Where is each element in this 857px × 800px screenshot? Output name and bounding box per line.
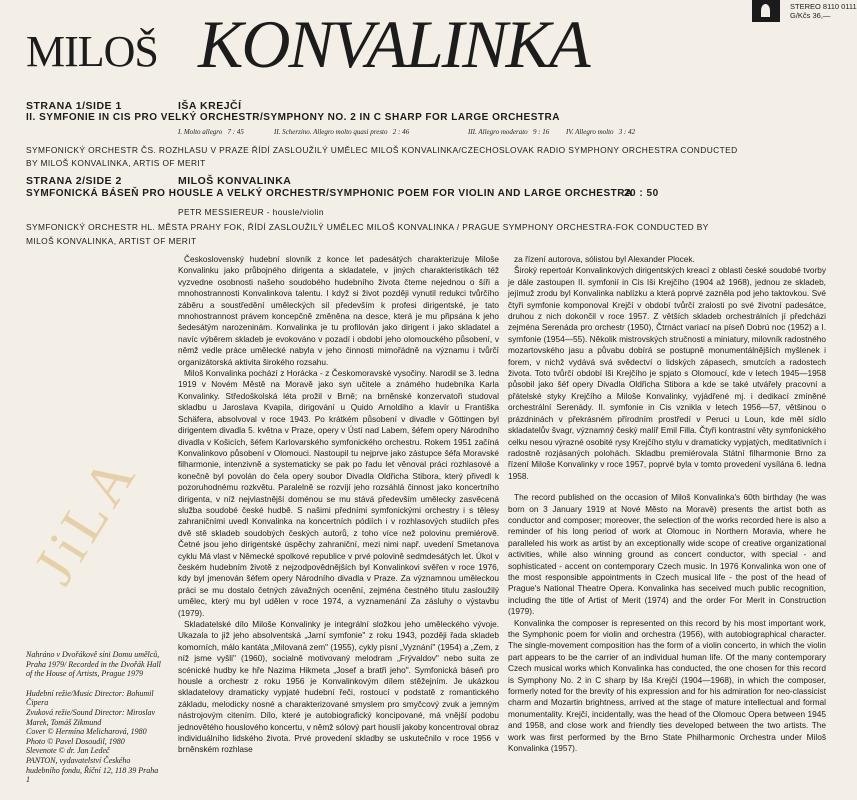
side2-work: SYMFONICKÁ BÁSEŇ PRO HOUSLE A VELKÝ ORCHESTR/SYMPHONIC POEM FOR VIOLIN AND LARGE ORCHESTRA <box>26 188 633 199</box>
price: G/Kčs 36,— <box>790 11 831 20</box>
side2-soloist: PETR MESSIEREUR - housle/violin <box>178 207 324 217</box>
notes-paragraph: Skladatelské dílo Miloše Konvalinky je integrální složkou jeho uměleckého vývoje. Ukazala to již jeho absolventská „Jarní symfonie" z roku 1943, později řada skladeb komorních, málo kantáta „Milovaná zem" (1955), cykly písní „Vyznání" (1954) a „Zem, z níž jsme vyšli" (1960), socialně motivovaný melodram „Frývaldov" nebo suita ze scénické hudby ke hře Nazima Hikmeta „Josef a bratři jeho". Symfonická báseň pro housle a orchestr z roku 1956 je Konvalinkovým dílem stěžejním. Je ukázkou skladatelovy dramaticky vypjaté hudební řeči, rostoucí v podstatě z romantického základu, melodicky nosné a charakterizované smyslem pro smyčcový zvuk a jemným nástrojovým citením. Dílo, které je autobiografický koncipované, má vnější podobu jednovětého houslového koncertu, v němž sólový part houslí jakoby koncentroval obraz individuálního lidského života. Prvé provedení skladby se uskutečnilo v roce 1956 v brněnském rozhlase <box>178 619 500 755</box>
notes-paragraph: Československý hudební slovník z konce let padesátých charakterizuje Miloše Konvalinku jako průbojného dirigenta a skladatele, v jiných charakteristikách též vyzvedne osobnosti našeho soudobého hudebního života čteme nejednou o šíři a mnohostrannosti Konvalinkova talentu. I když si život později vynutil redukci tvůrčího záběru a soustředění uměleckých sil především k profesi dirigentské, je tato mnohostrannost právem koncepčně změněna na desce, která je mu připsána k jeho šedesátým narozeninám. Konvalinka je tu profilován jako dirigent i jako skladatel a navíc výběrem skladeb je evokováno v pozadí i období jeho olomouckého působení, v němž vedle práce umělecké nabyla v jeho činnosti mimořádně na významu i tvůrčí organizátorská aktivita širokého rozsahu. <box>178 254 499 367</box>
catalog-number: STEREO 8110 0111 <box>790 2 857 11</box>
notes-column-right <box>508 254 826 800</box>
side1-performers: SYMFONICKÝ ORCHESTR ČS. ROZHLASU V PRAZE ŘÍDÍ ZASLOUŽILÝ UMĚLEC MILOŠ KONVALINKA/CZECHOSLOVAK RADIO SYMPHONY ORCHESTRA CONDUCTED <box>26 145 738 155</box>
side2-label: STRANA 2/SIDE 2 <box>26 175 122 187</box>
credits-block <box>26 650 162 785</box>
credit-cover: Cover © Hermína Melicharová, 1980 <box>26 727 147 737</box>
credit-recorded: Nahráno v Dvořákově síni Domu umělců, Praha 1979/ Recorded in the Dvořák Hall of the House of Artists, Prague 1979 <box>26 650 161 679</box>
label-logo-icon <box>752 0 780 22</box>
credit-director: Hudební režie/Music Director: Bohumil Čipera <box>26 688 154 708</box>
side1-performers-cont: BY MILOŠ KONVALINKA, ARTIS OF MERIT <box>26 158 206 168</box>
side1-label: STRANA 1/SIDE 1 <box>26 100 122 112</box>
credit-photo: Photo © Pavel Dosoudil, 1980 <box>26 736 125 746</box>
side2-performers: SYMFONICKÝ ORCHESTR HL. MĚSTA PRAHY FOK, ŘÍDÍ ZASLOUŽILÝ UMĚLEC MILOŠ KONVALINKA / PRAGUE SYMPHONY ORCHESTRA-FOK CONDUCTED BY <box>26 222 709 232</box>
title-first-name: MILOŠ <box>26 27 158 76</box>
side1-movement: III. Allegro moderato 9 : 16 <box>468 128 550 136</box>
notes-paragraph: Miloš Konvalinka pochází z Horácka - z Českomoravské vysočiny. Narodil se 3. ledna 1919 v Novém Městě na Moravě jako syn učitele a známého hudebníka Karla Konvalinky. Středoškolská léta prožil v Brně; na brněnské konzervatoři studoval skladbu u Jaroslava Kvapila, dirigování u Quido Arnoldiho a klavír u Františka Schäfera, absolvoval v roce 1943. Po krátkém působení v divadle v Göttingen byl dirigentem divadla 5. května v Praze, opery v Ústí nad Labem, šéfem opery Národního divadla v Košicích, šéfem Karlovarského symfonického orchestru. Rokem 1951 začíná Konvalinkovo působení v Olomouci. Nastoupil tu nejprve jako zástupce šéfa Moravské filharmonie, intenzivně a systematicky se pak po řadu let věnoval práci rozhlasové a konečně byl povolán do čela opery soubor Divadla Oldřicha Stibora, který přivedl k pozoruhodnému rozkvětu. Paralelně se rozvíjí jeho rozsáhlá činnost jako koncertního dirigenta, v níž nejvlastnější doménou se mu stává především umělecky zasvěcená služba soudobé české hudbě. S našimi předními symfonickými orchestry i s tělesy zahraničními uvedl Konvalinka na koncertních pódiích i v rozhlasových studiích přes dvě stě skladeb soudobých českých autorů, z toho více než polovinu premiérově. Četné jsou jeho dirigentské úspěchy zahraniční, mezi nimi např. uvedení Smetanova cyklu Má vlast v Německé spolkové republice v prvé polovině sedmdesátých let. Úkol v českém hudebním životě z nejzodpovědnějších byl Konvalinkovi svěřen v roce 1976, kdy byl jmenován šéfem opery Národního divadla v Praze. Za významnou uměleckou práci se mu dostalo četných závažných ocenění, zejména čestného titulu zasloužilý umělec, který mu byl udělen v roce 1974, a vyznamenání Za zásluhy o výstavbu (1979). <box>178 368 499 618</box>
notes-paragraph: za řízení autorova, sólistou byl Alexander Plocek. <box>514 254 695 264</box>
credit-publisher: PANTON, vydavatelství Českého hudebního fondu, Říční 12, 118 39 Praha 1 <box>26 755 159 785</box>
side1-composer: IŠA KREJČÍ <box>178 100 242 112</box>
side1-movement: I. Molto allegro 7 : 45 <box>178 128 244 136</box>
notes-paragraph-english: Konvalinka the composer is represented on this record by his most important work, the Symphonic poem for violin and orchestra (1956), with autobiographical character. The single-movement composition has the form of a violin concerto, in which the violin part appears to be the carrier of an individual human life. Of the many contemporary Czech musical works which Konvalinka has conducted, the one chosen for this record is Symphony No. 2 in C sharp by Iša Krejčí (1904—1968), in which the composer, formerly noted for the brevity of his expression and for his admiration for neo-classicist charm and Mozartin brightness, arrived at the stage of mature intellectual and formal monumentality. Krejčí, incidentally, was the head of the Olomouc Opera between 1945 and 1958, and close work and friendly ties developed between the two artists. The work was first performed by the Brno State Philharmonic Orchestra under Miloš Konvalinka (1957). <box>508 617 826 754</box>
watermark-stamp: JiLA <box>20 441 151 595</box>
credit-sound: Zvuková režie/Sound Director: Miroslav Marek, Tomáš Zikmund <box>26 707 156 727</box>
credit-notes: Slevenote © dr. Jan Ledeč <box>26 746 110 756</box>
side1-movement: II. Scherzino. Allegro molto quasi presto 2 : 46 <box>274 128 410 136</box>
side2-composer: MILOŠ KONVALINKA <box>178 175 292 187</box>
notes-paragraph-english: The record published on the occasion of Miloš Konvalinka's 60th birthday (he was born on 3 January 1919 at Nové Město na Moravě) presents the artist both as conductor and composer; moreover, the selection of the works recorded here is also a reminder of his long period of work at Olomouc in Northern Moravia, where he paralleled his work as artist by an exceptionally wide scope of creative organizational activities, while also winning ground as concert conductor, with special - and sophisticated - accent on contemporary Czech music. In 1976 Konvalinka won one of the most responsible appointments in Czech musical life - the post of the head of Prague's National Theatre Opera. Konvalinka has seceived much public recognition, including the title of Artist of Merit (1974) and the order For Merit in Construction (1979). <box>508 492 826 617</box>
side1-work: II. SYMFONIE IN CIS PRO VELKÝ ORCHESTR/SYMPHONY NO. 2 IN C SHARP FOR LARGE ORCHESTRA <box>26 112 560 123</box>
notes-column-czech <box>178 254 499 800</box>
title-last-name: KONVALINKA <box>198 6 589 82</box>
side1-movement: IV. Allegro molto 3 : 42 <box>566 128 636 136</box>
side2-performers-cont: MILOŠ KONVALINKA, ARTIST OF MERIT <box>26 236 197 246</box>
notes-paragraph: Široký repertoár Konvalinkových dirigentských kreací z oblasti české soudobé tvorby je dále zastoupen II. symfonií in Cis Iši Krejčího (1904 až 1968), jednou ze skladeb, jejímuž zrodu byl Konvalinka nablízku a která poprvé zazněla pod jeho taktovkou. Své čtyři symfonie komponoval Krejčí v období tvůrčí zralosti po své životní padesátce, druhou z nich dokončil v roce 1957. Z větších skladeb orchestrálních jí předcházi zejména Serenáda pro orchestr (1950), Čtrnáct variací na píseň Dobrú noc (1952) a I. symfonie (1954—55). Několik mistrovských stručnosti a miniatury, milovník radostného mozartovského jasu a půvabu dobírá se postupně monumentálnějších myšlenek i forem, v nichž vydává svá svědectví o lidských zápasech, smutcích a radostech života. Toto tvůrčí období Iši Krejčího je spjato s Olomoucí, kde v letech 1945—1958 působil jako šéf opery Divadla Oldřicha Stibora a kde se také utvářely pracovní a přátelské styky Krejčího a Miloše Konvalinky, vyjádřené mj. i dedikací zmíněné orchestrální Serenády. II. symfonie in Cis vznikla v letech 1956—57, většinou o prázdninách v překrásném přírodním prostředí v Peruci u Loun, kde měl sídlo skladatelův švagr, významný český malíř Emil Filla. Čtyři kontrastní věty symfonického celku nesou výrazné osobité rysy Krejčího stylu v dramaticky vypjatých, meditativních i radostně rozjásaných polohách. Skladbu premiérovala Státní filharmonie Brno za řízení Miloše Konvalinky v roce 1957, poprvé byla v tomto provedení vysílána 6. ledna 1958. <box>508 265 827 481</box>
catalog-info <box>790 2 857 20</box>
side2-time: 20 : 50 <box>624 188 659 199</box>
